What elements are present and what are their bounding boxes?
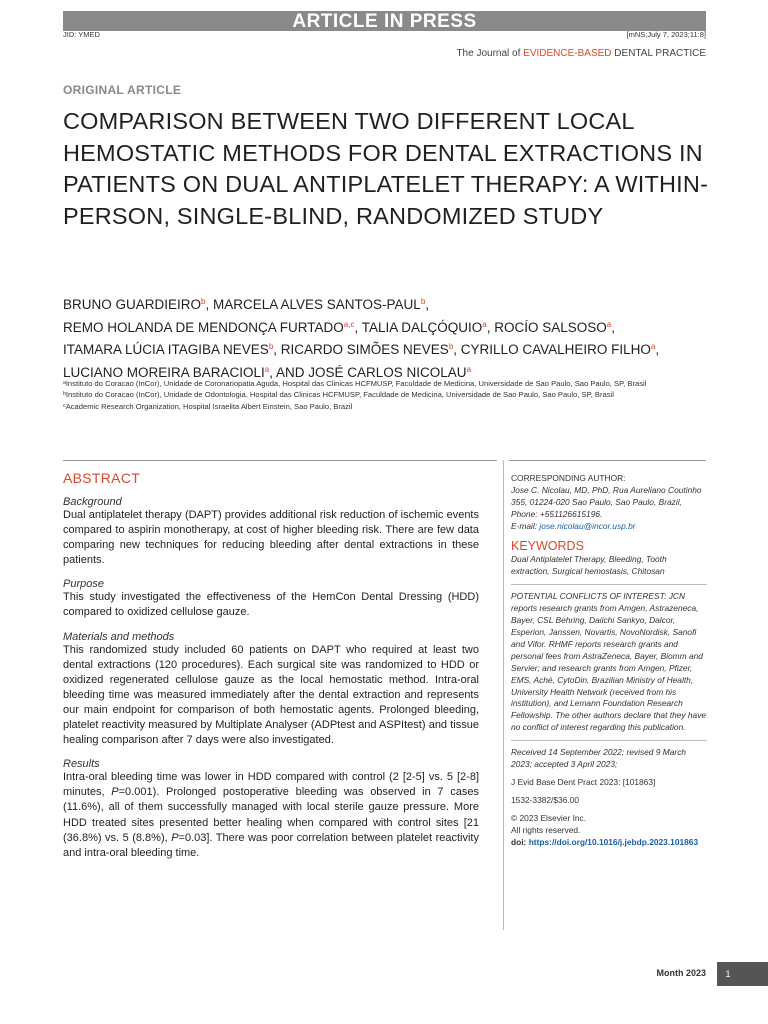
affiliation-b: ᵇInstituto do Coracao (InCor), Unidade de Odontologia, Hospital das Clinicas HCFMUSP, Faculdade de Medicina, Universidade de Sao Paulo, Sao Paulo, SP, Brasil [63, 390, 614, 400]
affiliation-marker[interactable]: a [482, 319, 487, 329]
affiliation-marker[interactable]: a [466, 364, 472, 374]
results-part: =0.001). Prolonged postoperative bleeding was observed in 7 cases (11.6%), all of them successfully managed with local sterile gauze pressure. More HDD treated sites presented better healing when compared with control sites [21 (36.8%) vs. 5 (8.8%), [63, 786, 479, 844]
copyright: © 2023 Elsevier Inc. [511, 812, 587, 823]
citation: J Evid Base Dent Pract 2023: [101863] [511, 776, 656, 787]
results-part: Intra-oral bleeding time was lower in HDD compared with control (2 [2-5] vs. 5 [2-8] minutes, [63, 771, 479, 799]
article-title: COMPARISON BETWEEN TWO DIFFERENT LOCAL HEMOSTATIC METHODS FOR DENTAL EXTRACTIONS IN PATIENTS ON DUAL ANTIPLATELET THERAPY: A WITHIN-PERSON, SINGLE-BLIND, RANDOMIZED STUDY [63, 108, 709, 229]
author-separator: , AND [269, 364, 309, 380]
affiliation-marker[interactable]: b [201, 297, 206, 306]
conflicts-text: POTENTIAL CONFLICTS OF INTEREST: JCN reports research grants from Amgen, Astrazeneca, Bayer, CSL Behring, Daiichi Sankyo, Dalcor, Esperion, Janssen, Novartis, NovoNordisk, Sanofi and Vifor. RHMF reports research grants and personal fees from AstraZeneca, Bayer, Biomm and Servier; and research grants from Amgen, Pfizer, EMS, Aché, CytoDin, Brazilian Ministry of Health, University Health Network (received from his institution), and Lemann Foundation Research Fellowship. The other authors declare that they have no conflict of interest regarding this publication. [511, 591, 707, 733]
doi-label: doi: [511, 836, 529, 847]
journal-name[interactable] [456, 48, 706, 59]
background-heading: Background [63, 496, 122, 508]
author-separator: , [273, 342, 281, 357]
abstract-section [63, 470, 479, 861]
article-type: ORIGINAL ARTICLE [63, 83, 182, 97]
footer-tab [739, 962, 768, 986]
sidebar-divider [509, 460, 706, 461]
email-label: E-mail: [511, 520, 540, 531]
sidebar-rule [511, 584, 707, 585]
journal-suffix: DENTAL PRACTICE [611, 48, 706, 59]
author-separator: , [425, 297, 430, 312]
doi-line [511, 837, 707, 849]
p-value-symbol: P [171, 831, 179, 844]
doi-link[interactable]: https://doi.org/10.1016/j.jebdp.2023.101863 [528, 836, 699, 847]
author-name[interactable]: RICARDO SIMÕES NEVES [280, 342, 449, 357]
issn: 1532-3382/$36.00 [511, 794, 579, 805]
abstract-heading: ABSTRACT [63, 470, 141, 486]
affiliations [63, 378, 708, 412]
author-separator: , [354, 319, 362, 335]
corresponding-author-label: CORRESPONDING AUTHOR: [511, 473, 626, 483]
affiliation-marker[interactable]: b [420, 297, 426, 306]
author-name[interactable]: CYRILLO CAVALHEIRO FILHO [460, 342, 651, 357]
author-name[interactable]: ITAMARA LÚCIA ITAGIBA NEVES [63, 342, 269, 357]
author-name[interactable]: ROCÍO SALSOSO [494, 319, 607, 335]
article-in-press-banner: ARTICLE IN PRESS [63, 11, 706, 31]
affiliation-c: ᶜAcademic Research Organization, Hospital Israelita Albert Einstein, Sao Paulo, Brazil [63, 401, 353, 411]
article-sidebar [511, 473, 707, 848]
page-number: 1 [717, 962, 739, 986]
affiliation-marker[interactable]: a,c [343, 319, 355, 329]
author-name[interactable]: LUCIANO MOREIRA BARACIOLI [63, 364, 265, 380]
author-name[interactable]: MARCELA ALVES SANTOS-PAUL [212, 297, 421, 312]
rights: All rights reserved. [511, 824, 581, 835]
author-list [63, 292, 713, 382]
purpose-text: This study investigated the effectiveness of the HemCon Dental Dressing (HDD) compared to oxidized cellulose gauze. [63, 591, 479, 619]
footer-month: Month 2023 [656, 968, 706, 978]
author-name[interactable]: BRUNO GUARDIEIRO [63, 297, 202, 312]
author-separator: , [453, 342, 461, 357]
affiliation-marker[interactable]: a [264, 364, 270, 374]
journal-highlight: EVIDENCE-BASED [523, 48, 612, 59]
methods-heading: Materials and methods [63, 630, 175, 643]
author-separator: , [655, 342, 660, 357]
p-value-symbol: P [111, 786, 119, 799]
corresponding-author-text: Jose C. Nicolau, MD, PhD, Rua Aureliano Coutinho 355, 01224-020 Sao Paulo, Sao Paulo, Brazil, Phone: +551126615196. [511, 484, 702, 519]
author-separator: , [486, 319, 495, 335]
author-separator: , [611, 319, 615, 335]
background-text: Dual antiplatelet therapy (DAPT) provides additional risk reduction of ischemic events compared to aspirin monotherapy, at cost of higher bleeding risk. There are few data comparing new techniques for reducing bleeding after dental extractions in these patients. [63, 509, 479, 567]
results-heading: Results [63, 758, 100, 771]
keywords-text: Dual Antiplatelet Therapy, Bleeding, Tooth extraction, Surgical hemostasis, Chitosan [511, 554, 667, 577]
journal-prefix: The Journal of [456, 48, 524, 59]
affiliation-marker[interactable]: b [268, 342, 274, 351]
results-text [63, 770, 479, 861]
affiliation-marker[interactable]: a [650, 342, 656, 351]
manuscript-stamp: [mNS;July 7, 2023;11:8] [626, 30, 706, 39]
affiliation-marker[interactable]: a [606, 319, 612, 329]
journal-id: JID: YMED [63, 30, 100, 39]
abstract-divider [63, 460, 497, 461]
author-name[interactable]: TALIA DALÇÓQUIO [361, 319, 483, 335]
author-name[interactable]: JOSÉ CARLOS NICOLAU [308, 364, 467, 380]
author-name[interactable]: REMO HOLANDA DE MENDONÇA FURTADO [63, 319, 344, 335]
author-separator: , [205, 297, 213, 312]
affiliation-marker[interactable]: b [448, 342, 454, 351]
column-divider [503, 460, 504, 930]
email-link[interactable]: jose.nicolau@incor.usp.br [539, 520, 636, 531]
keywords-heading: KEYWORDS [511, 538, 584, 553]
email-line [511, 521, 707, 533]
purpose-heading: Purpose [63, 578, 104, 591]
sidebar-rule [511, 740, 707, 741]
received-dates: Received 14 September 2022; revised 9 March 2023; accepted 3 April 2023; [511, 747, 687, 770]
methods-text: This randomized study included 60 patients on DAPT who required at least two dental extractions (120 procedures). Each surgical site was randomized to HDD or oxidized regenerated cellulose gauze as the local hemostatic method. Intra-oral bleeding time was measured immediately after the dental extraction and represents our main endpoint for comparison of both hemostatic agents. Prolonged bleeding, platelet reactivity measured by Multiplate Analyser (ADPtest and ASPItest) and tissue healing comparison after 7 days were also investigated. [63, 643, 479, 747]
affiliation-a: ᵃInstituto do Coracao (InCor), Unidade de Coronariopatia Aguda, Hospital das Clinicas HCFMUSP, Faculdade de Medicina, Universidade de Sao Paulo, Sao Paulo, SP, Brasil [63, 379, 647, 388]
results-part: =0.03]. There was poor correlation between platelet reactivity and intra-oral bleeding time. [63, 831, 479, 859]
